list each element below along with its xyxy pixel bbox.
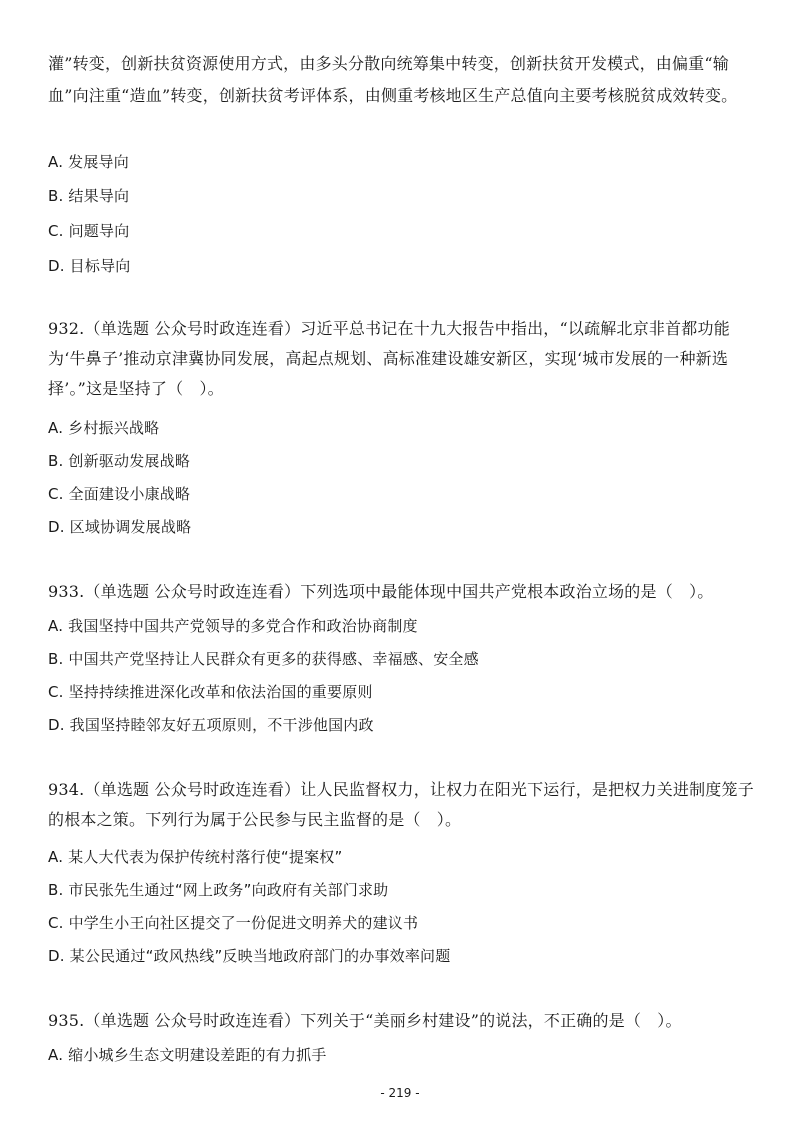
question-935-text: 935.（单选题 公众号时政连连看）下列关于“美丽乡村建设”的说法，不正确的是（ ）。: [48, 1011, 682, 1030]
question-934-option-c: C. 中学生小王向社区提交了一份促进文明养犬的建议书: [48, 914, 419, 932]
page-number: - 219 -: [380, 1086, 420, 1100]
question-935-option-a: A. 缩小城乡生态文明建设差距的有力抓手: [48, 1046, 327, 1064]
option-a: A. 发展导向: [48, 153, 129, 171]
question-932-option-c: C. 全面建设小康战略: [48, 485, 191, 503]
question-932-text: 932.（单选题 公众号时政连连看）习近平总书记在十九大报告中指出，“以疏解北京非首都功能为‘牛鼻子’推动京津冀协同发展，高起点规划、高标准建设雄安新区，实现‘城市发展的一种新选择’。”这是坚持了（ ）。: [48, 319, 730, 398]
question-933-option-c: C. 坚持持续推进深化改革和依法治国的重要原则: [48, 683, 373, 701]
option-b: B. 结果导向: [48, 187, 130, 205]
question-934-option-d: D. 某公民通过“政风热线”反映当地政府部门的办事效率问题: [48, 947, 451, 965]
question-933-option-a: A. 我国坚持中国共产党领导的多党合作和政治协商制度: [48, 617, 418, 635]
question-text-continuation: 灌”转变，创新扶贫资源使用方式，由多头分散向统筹集中转变，创新扶贫开发模式，由偏重“输血”向注重“造血”转变，创新扶贫考评体系，由侧重考核地区生产总值向主要考核脱贫成效转变。: [48, 54, 738, 105]
option-d: D. 目标导向: [48, 257, 131, 275]
question-934-text: 934.（单选题 公众号时政连连看）让人民监督权力，让权力在阳光下运行，是把权力关进制度笼子的根本之策。下列行为属于公民参与民主监督的是（ ）。: [48, 780, 754, 829]
question-932-option-b: B. 创新驱动发展战略: [48, 452, 191, 470]
question-934-option-a: A. 某人大代表为保护传统村落行使“提案权”: [48, 848, 343, 866]
option-c: C. 问题导向: [48, 222, 130, 240]
question-933-text: 933.（单选题 公众号时政连连看）下列选项中最能体现中国共产党根本政治立场的是（ ）。: [48, 582, 714, 601]
question-932-option-a: A. 乡村振兴战略: [48, 419, 160, 437]
question-932-option-d: D. 区域协调发展战略: [48, 518, 192, 536]
question-933-option-d: D. 我国坚持睦邻友好五项原则，不干涉他国内政: [48, 716, 374, 734]
question-933-option-b: B. 中国共产党坚持让人民群众有更多的获得感、幸福感、安全感: [48, 650, 479, 668]
question-934-option-b: B. 市民张先生通过“网上政务”向政府有关部门求助: [48, 881, 389, 899]
